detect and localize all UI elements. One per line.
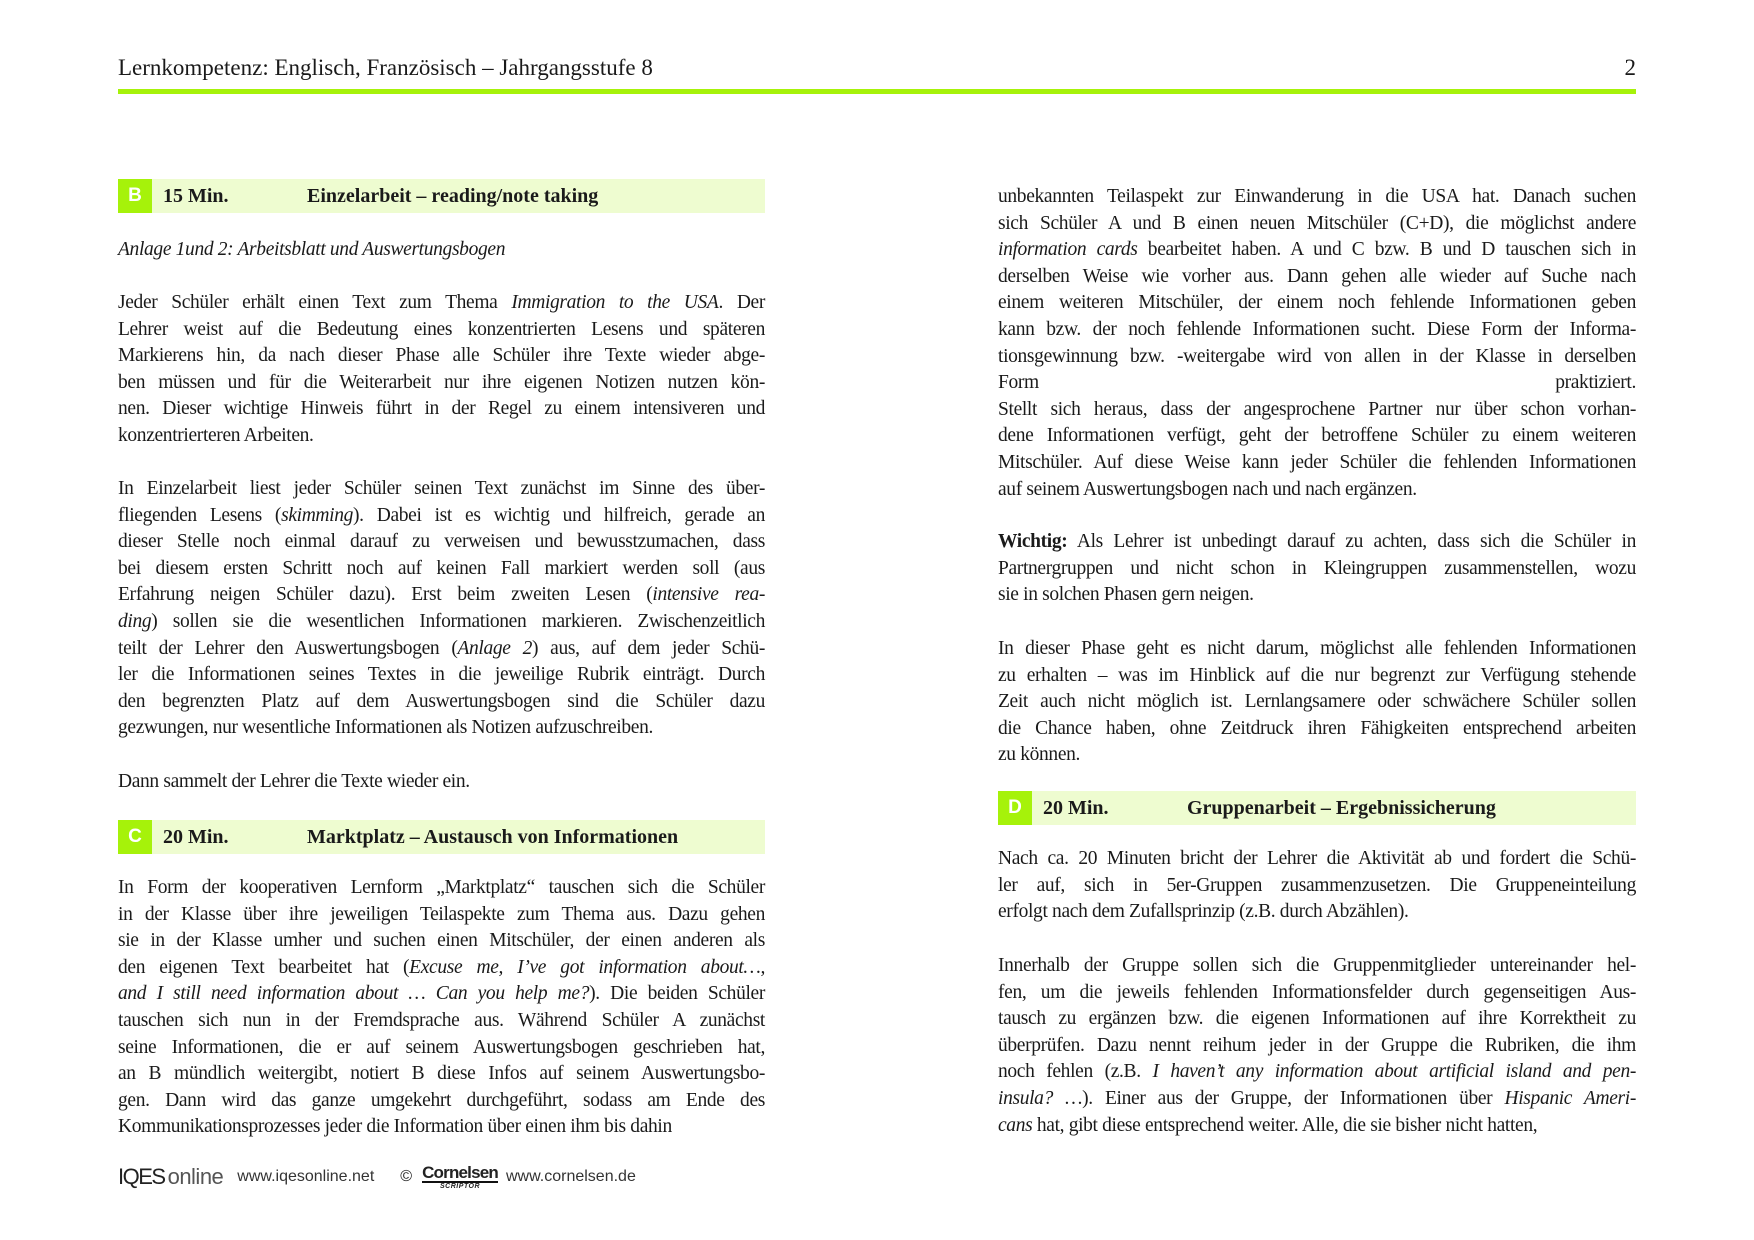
section-letter-badge: C [118, 820, 152, 854]
text-line: Erfahrung neigen Schüler dazu). Erst beim zweiten Lesen (intensive rea- [118, 584, 765, 606]
important-label: Wichtig: [998, 531, 1068, 552]
text-line: noch fehlen (z.B. I haven’t any information about artificial island and pen- [998, 1061, 1637, 1083]
text-line: Stellt sich heraus, dass der angesprochene Partner nur über schon vorhan- [998, 398, 1636, 420]
text-line: sich Schüler A und B einen neuen Mitschüler (C+D), die möglichst andere [998, 212, 1636, 234]
section-bar-c [118, 820, 765, 854]
iqes-url-link[interactable]: www.iqesonline.net [237, 1168, 375, 1185]
text-line: Kommunikationsprozesses jeder die Information über einen ihm bis dahin [118, 1116, 672, 1138]
attachment-note: Anlage 1und 2: Arbeitsblatt und Auswertungsbogen [118, 239, 506, 260]
text-line: sie in solchen Phasen gern neigen. [998, 584, 1254, 606]
section-letter-badge: B [118, 179, 152, 213]
text-line: tauschen sich nun in der Fremdsprache aus. Während Schüler A zunächst [118, 1010, 765, 1031]
text-line: Markierens hin, da nach dieser Phase alle Schüler ihre Texte wieder abge- [118, 345, 765, 367]
page-number: 2 [1624, 55, 1636, 80]
text-line: Partnergruppen und nicht schon in Kleingruppen zusammenstellen, wozu [998, 557, 1636, 579]
cornelsen-url-link[interactable]: www.cornelsen.de [506, 1168, 636, 1185]
text-line: fen, um die jeweils fehlenden Informationsfelder durch gegenseitigen Aus- [998, 981, 1636, 1003]
text-line: Nach ca. 20 Minuten bricht der Lehrer die Aktivität ab und fordert die Schü- [998, 848, 1636, 869]
text-line: insula? …). Einer aus der Gruppe, der Informationen über Hispanic Ameri- [998, 1088, 1636, 1109]
text-line: teilt der Lehrer den Auswertungsbogen (Anlage 2) aus, auf dem jeder Schü- [118, 637, 766, 659]
text-line: Lehrer weist auf die Bedeutung eines konzentrierten Lesens und späteren [118, 318, 765, 340]
footer [118, 1164, 636, 1190]
text-line: ding) sollen sie die wesentlichen Informationen markieren. Zwischenzeitlich [118, 611, 765, 632]
text-line: zu erhalten – was im Hinblick auf die nur begrenzt zur Verfügung stehende [998, 664, 1636, 686]
text-line: In dieser Phase geht es nicht darum, möglichst alle fehlenden Informationen [998, 638, 1636, 659]
cornelsen-logo: Cornelsen SCRIPTOR [422, 1163, 498, 1190]
section-title: Einzelarbeit – reading/note taking [307, 185, 599, 207]
text-line: Wichtig: Als Lehrer ist unbedingt darauf zu achten, dass sich die Schüler in [998, 531, 1636, 552]
text-line: einem weiteren Mitschüler, der einem noch fehlende Informationen geben [998, 292, 1636, 314]
text-line: In Form der kooperativen Lernform „Marktplatz“ tauschen sich die Schüler [118, 877, 765, 898]
text-line: Jeder Schüler erhält einen Text zum Thema Immigration to the USA. Der [118, 292, 765, 313]
text-line: die Chance haben, ohne Zeitdruck ihren Fähigkeiten entsprechend arbeiten [998, 717, 1636, 739]
text-line: dieser Stelle noch einmal darauf zu verweisen und bewusstzumachen, dass [118, 531, 765, 553]
text-line: gen. Dann wird das ganze umgekehrt durchgeführt, sodass am Ende des [118, 1089, 765, 1111]
copyright-icon: © [400, 1168, 413, 1185]
text-line: unbekannten Teilaspekt zur Einwanderung in die USA hat. Danach suchen [998, 186, 1636, 207]
text-line: ler die Informationen seines Textes in die jeweilige Rubrik einträgt. Durch [118, 664, 765, 686]
text-line: tionsgewinnung bzw. -weitergabe wird von allen in der Klasse in derselben [998, 345, 1636, 367]
section-duration: 15 Min. [163, 185, 229, 207]
iqes-logo: IQES online [118, 1164, 224, 1189]
section-title: Marktplatz – Austausch von Informationen [307, 826, 679, 848]
text-line: information cards bearbeitet haben. A und C bzw. B und D tauschen sich in [998, 239, 1636, 261]
text-line: sie in der Klasse umher und suchen einen Mitschüler, der einen anderen als [118, 930, 765, 952]
section-duration: 20 Min. [1043, 797, 1109, 819]
section-letter-badge: D [998, 791, 1032, 825]
text-line: zu können. [998, 744, 1081, 766]
text-line: Mitschüler. Auf diese Weise kann jeder Schüler die fehlenden Informationen [998, 452, 1636, 473]
text-line: den eigenen Text bearbeitet hat (Excuse me, I’ve got information about…, [118, 956, 765, 978]
text-line: seine Informationen, die er auf seinem Auswertungsbogen geschrieben hat, [118, 1036, 765, 1058]
text-line: den begrenzten Platz auf dem Auswertungsbogen sind die Schüler dazu [118, 690, 765, 712]
text-line: fliegenden Lesens (skimming). Dabei ist es wichtig und hilfreich, gerade an [118, 504, 765, 526]
section-bar-b [118, 179, 765, 213]
text-line: Innerhalb der Gruppe sollen sich die Gruppenmitglieder untereinander hel- [998, 955, 1636, 976]
text-line: konzentrierteren Arbeiten. [118, 425, 314, 446]
text-line: ler auf, sich in 5er-Gruppen zusammenzusetzen. Die Gruppeneinteilung [998, 874, 1636, 896]
running-header-title: Lernkompetenz: Englisch, Französisch – Jahrgangsstufe 8 [118, 55, 653, 80]
header-divider [118, 89, 1636, 94]
text-line: and I still need information about … Can you help me?). Die beiden Schüler [118, 983, 765, 1005]
section-title: Gruppenarbeit – Ergebnissicherung [1187, 797, 1496, 819]
text-line: tausch zu ergänzen bzw. die eigenen Informationen auf ihre Korrektheit zu [998, 1008, 1636, 1030]
text-line: Form praktiziert. [998, 372, 1636, 394]
text-line: nen. Dieser wichtige Hinweis führt in der Regel zu einem intensiveren und [118, 398, 765, 420]
text-line: gezwungen, nur wesentliche Informationen als Notizen aufzuschreiben. [118, 717, 653, 739]
text-line: dene Informationen verfügt, geht der betroffene Schüler zu einem weiteren [998, 425, 1636, 447]
text-line: In Einzelarbeit liest jeder Schüler seinen Text zunächst im Sinne des über- [118, 478, 765, 499]
text-line: derselben Weise wie vorher aus. Dann gehen alle wieder auf Suche nach [998, 265, 1636, 287]
text-line: bei diesem ersten Schritt noch auf keinen Fall markiert werden soll (aus [118, 557, 765, 579]
text-line: an B mündlich weitergibt, notiert B diese Infos auf seinem Auswertungsbo- [118, 1063, 765, 1085]
section-duration: 20 Min. [163, 826, 229, 848]
text-line: ben müssen und für die Weiterarbeit nur ihre eigenen Notizen nutzen kön- [118, 371, 765, 393]
text-line: erfolgt nach dem Zufallsprinzip (z.B. durch Abzählen). [998, 901, 1409, 923]
text-line: überprüfen. Dazu nennt reihum jeder in der Gruppe die Rubriken, die ihm [998, 1034, 1636, 1056]
text-line: auf seinem Auswertungsbogen nach und nach ergänzen. [998, 478, 1417, 500]
text-line: in der Klasse über ihre jeweiligen Teilaspekte zum Thema aus. Dazu gehen [118, 903, 765, 925]
text-line: cans hat, gibt diese entsprechend weiter. Alle, die sie bisher nicht hatten, [998, 1114, 1538, 1136]
section-bar-d [998, 791, 1636, 825]
text-line: kann bzw. der noch fehlende Informationen sucht. Diese Form der Informa- [998, 319, 1636, 340]
text-line: Zeit auch nicht möglich ist. Lernlangsamere oder schwächere Schüler sollen [998, 691, 1636, 713]
paragraph: Dann sammelt der Lehrer die Texte wieder ein. [118, 771, 470, 792]
